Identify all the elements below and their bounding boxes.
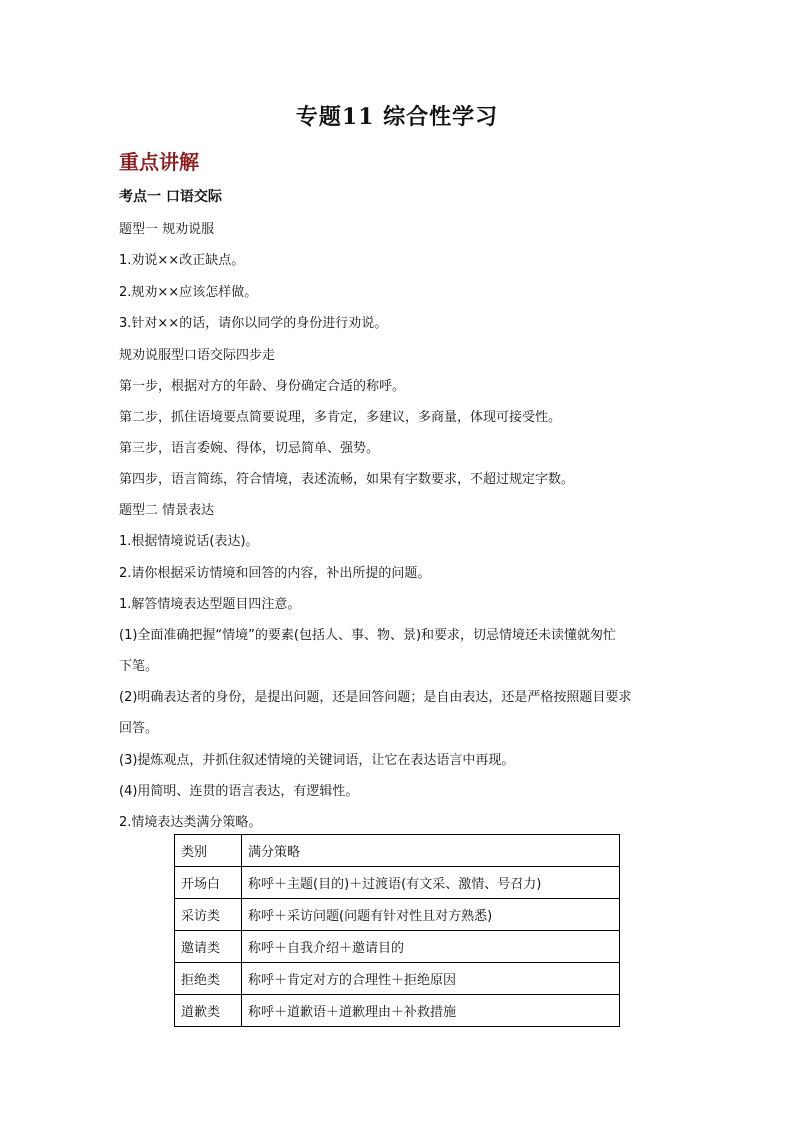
text-line: 2.情境表达类满分策略。 [119, 815, 262, 830]
table-row [175, 931, 620, 963]
table-row [175, 963, 620, 995]
text-line: 第一步，根据对方的年龄、身份确定合适的称呼。 [119, 379, 406, 394]
text-line: 第四步，语言简练，符合情境，表述流畅，如果有字数要求，不超过规定字数。 [119, 472, 575, 487]
text-line: (1)全面准确把握“情境”的要素(包括人、事、物、景)和要求，切忌情境还未读懂就匆忙 [119, 628, 617, 643]
text-line: 下笔。 [119, 659, 159, 674]
table-header-cell: 满分策略 [242, 835, 620, 867]
kaodian-heading: 考点一 口语交际 [119, 189, 222, 205]
table-cell-category: 采访类 [175, 899, 242, 931]
table-row [175, 995, 620, 1027]
text-line: 第二步，抓住语境要点简要说理，多肯定，多建议，多商量，体现可接受性。 [119, 410, 562, 425]
table-header-cell: 类别 [175, 835, 242, 867]
section-heading: 重点讲解 [119, 150, 199, 174]
text-line: (2)明确表达者的身份，是提出问题，还是回答问题；是自由表达，还是严格按照题目要求 [119, 690, 632, 705]
strategy-table [174, 834, 620, 1027]
text-line: 2.请你根据采访情境和回答的内容，补出所提的问题。 [119, 566, 431, 581]
table-cell-category: 拒绝类 [175, 963, 242, 995]
text-line: (4)用简明、连贯的语言表达，有逻辑性。 [119, 784, 359, 799]
table-cell-category: 道歉类 [175, 995, 242, 1027]
text-line: 第三步，语言委婉、得体，切忌简单、强势。 [119, 441, 380, 456]
table-cell-strategy: 称呼＋道歉语＋道歉理由＋补救措施 [242, 995, 620, 1027]
text-line: 规劝说服型口语交际四步走 [119, 348, 276, 363]
page-title: 专题11 综合性学习 [295, 104, 499, 130]
table-header-row [175, 835, 620, 867]
text-line: 1.劝说××改正缺点。 [119, 253, 245, 268]
table-cell-category: 邀请类 [175, 931, 242, 963]
text-line: 2.规劝××应该怎样做。 [119, 285, 258, 300]
table-row [175, 867, 620, 899]
text-line: 1.解答情境表达型题目四注意。 [119, 597, 301, 612]
table-row [175, 899, 620, 931]
table-cell-strategy: 称呼＋主题(目的)＋过渡语(有文采、激情、号召力) [242, 867, 620, 899]
text-line: (3)提炼观点，并抓住叙述情境的关键词语，让它在表达语言中再现。 [119, 753, 515, 768]
text-line: 1.根据情境说话(表达)。 [119, 534, 259, 549]
table-cell-category: 开场白 [175, 867, 242, 899]
table-cell-strategy: 称呼＋采访问题(问题有针对性且对方熟悉) [242, 899, 620, 931]
text-line: 3.针对××的话，请你以同学的身份进行劝说。 [119, 316, 388, 331]
table-cell-strategy: 称呼＋自我介绍＋邀请目的 [242, 931, 620, 963]
table-cell-strategy: 称呼＋肯定对方的合理性＋拒绝原因 [242, 963, 620, 995]
text-line: 题型一 规劝说服 [119, 222, 215, 237]
text-line: 题型二 情景表达 [119, 503, 215, 518]
text-line: 回答。 [119, 721, 159, 736]
